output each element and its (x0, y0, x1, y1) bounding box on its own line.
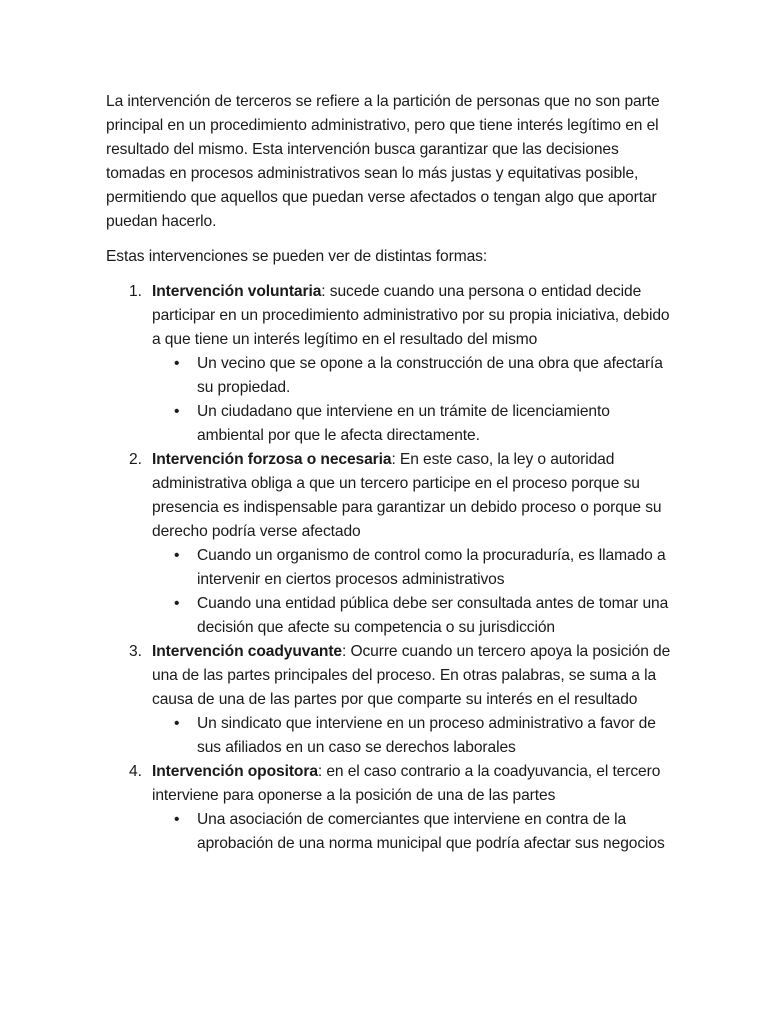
item-term: Intervención voluntaria (152, 283, 322, 300)
list-item (106, 760, 676, 856)
bullet-list (152, 712, 676, 760)
bullet-item (152, 592, 676, 640)
item-term: Intervención forzosa o necesaria (152, 451, 392, 468)
bullet-list (152, 352, 676, 448)
bullet-item (152, 712, 676, 760)
bullet-text: Un sindicato que interviene en un proceso administrativo a favor de sus afiliados en un caso se derechos laborales (197, 715, 656, 756)
bullet-dot: • (174, 595, 180, 612)
item-term: Intervención coadyuvante (152, 643, 342, 660)
bullet-text: Una asociación de comerciantes que interviene en contra de la aprobación de una norma municipal que podría afectar sus negocios (197, 811, 665, 852)
item-text: : sucede cuando una persona o entidad decide participar en un procedimiento administrativo por su propia iniciativa, debido a que tiene un interés legítimo en el resultado del mismo (152, 283, 670, 348)
bullet-dot: • (174, 547, 180, 564)
lead-paragraph: Estas intervenciones se pueden ver de distintas formas: (106, 248, 488, 265)
intro-paragraph: La intervención de terceros se refiere a la partición de personas que no son parte principal en un procedimiento administrativo, pero que tiene interés legítimo en el resultado del mismo. Esta intervención busca garantizar que las decisiones tomadas en procesos administrativos sean lo más justas y equitativas posible, permitiendo que aquellos que puedan verse afectados o tengan algo que aportar puedan hacerlo. (106, 93, 660, 230)
bullet-dot: • (174, 811, 180, 828)
bullet-text: Cuando un organismo de control como la procuraduría, es llamado a intervenir en ciertos procesos administrativos (197, 547, 666, 588)
bullet-text: Un ciudadano que interviene en un trámite de licenciamiento ambiental por que le afecta directamente. (197, 403, 610, 444)
item-number: 2. (129, 451, 142, 468)
bullet-item (152, 400, 676, 448)
bullet-item (152, 544, 676, 592)
bullet-dot: • (174, 355, 180, 372)
item-text: : En este caso, la ley o autoridad administrativa obliga a que un tercero participe en el proceso porque su presencia es indispensable para garantizar un debido proceso o porque su derecho podría verse afectado (152, 451, 662, 540)
bullet-dot: • (174, 403, 180, 420)
document-page (106, 90, 676, 856)
bullet-list (152, 544, 676, 640)
list-item (106, 280, 676, 448)
item-term: Intervención opositora (152, 763, 318, 780)
bullet-dot: • (174, 715, 180, 732)
intervention-list (106, 280, 676, 856)
list-item (106, 448, 676, 640)
bullet-text: Un vecino que se opone a la construcción de una obra que afectaría su propiedad. (197, 355, 663, 396)
item-number: 3. (129, 643, 142, 660)
item-number: 1. (129, 283, 142, 300)
item-text: : en el caso contrario a la coadyuvancia, el tercero interviene para oponerse a la posición de una de las partes (152, 763, 661, 804)
item-text: : Ocurre cuando un tercero apoya la posición de una de las partes principales del proceso. En otras palabras, se suma a la causa de una de las partes por que comparte su interés en el resultado (152, 643, 671, 708)
list-item (106, 640, 676, 760)
bullet-item (152, 808, 676, 856)
item-number: 4. (129, 763, 142, 780)
bullet-text: Cuando una entidad pública debe ser consultada antes de tomar una decisión que afecte su competencia o su jurisdicción (197, 595, 669, 636)
bullet-item (152, 352, 676, 400)
bullet-list (152, 808, 676, 856)
